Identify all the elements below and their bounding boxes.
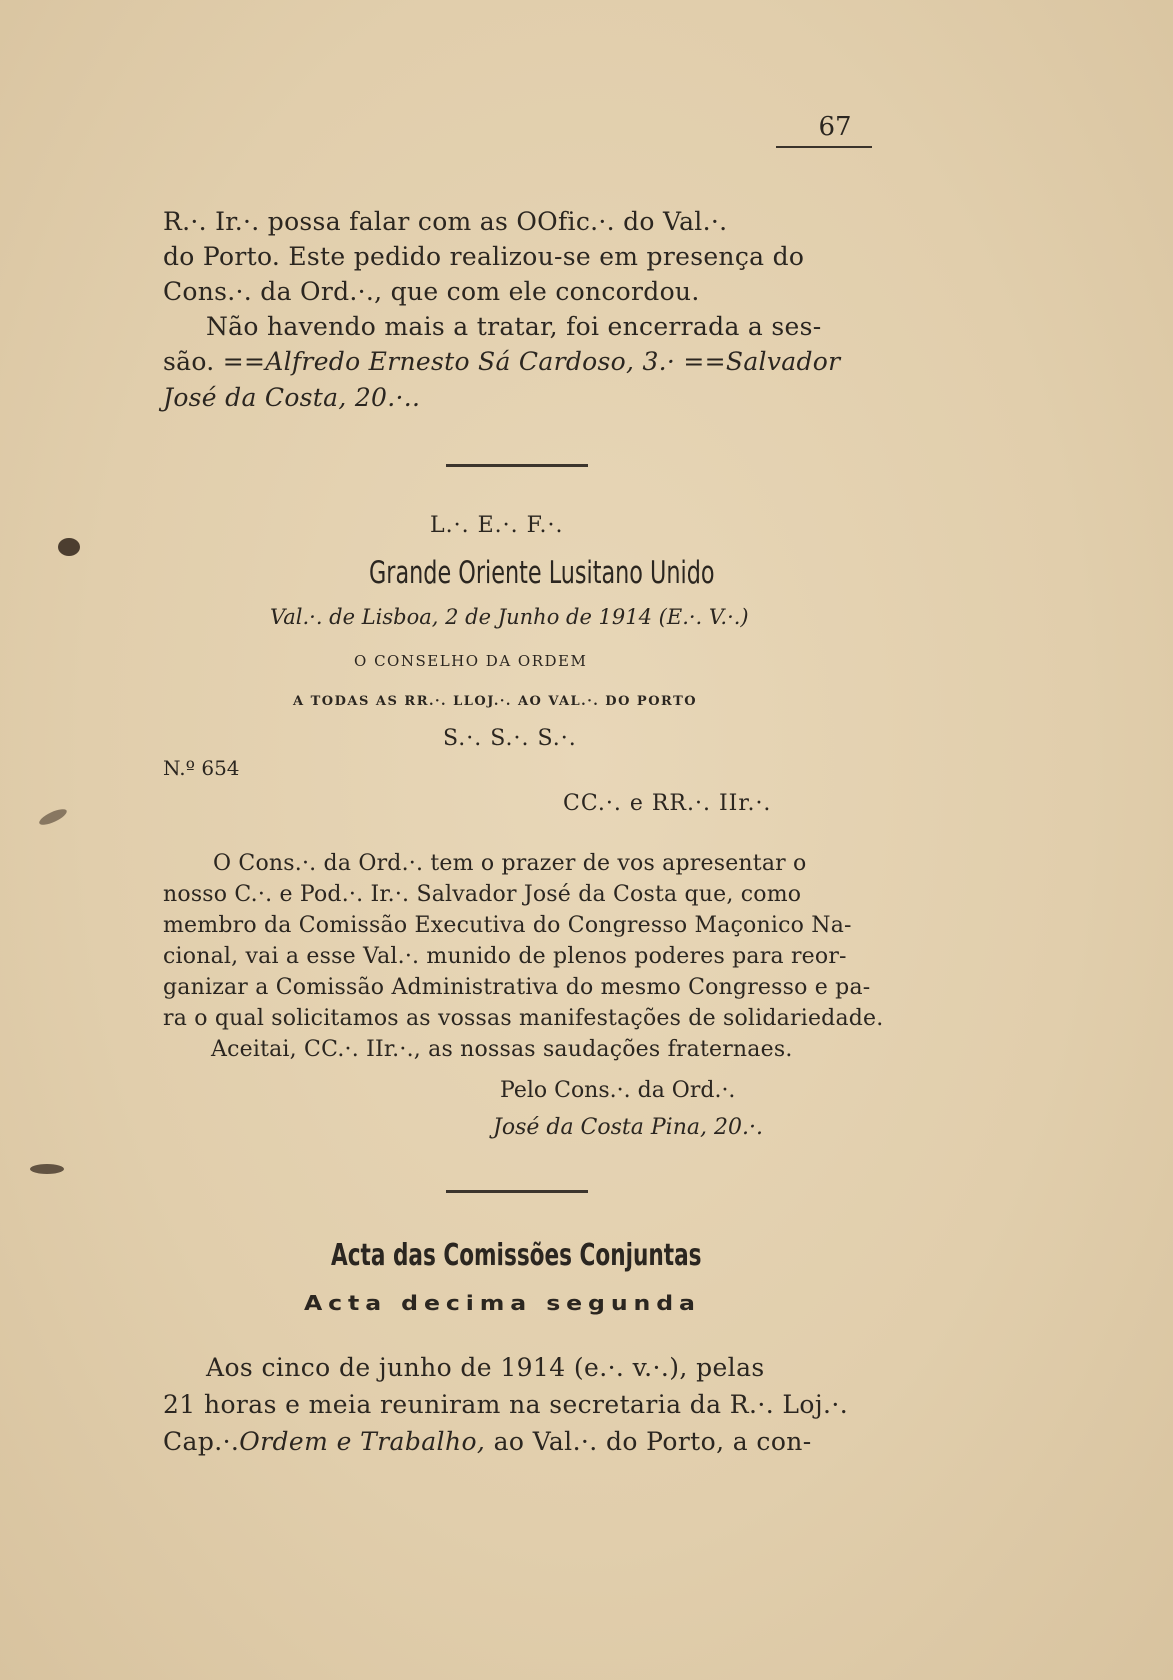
minutes-title: Acta das Comissões Conjuntas: [331, 1238, 702, 1273]
letter-body-line: cional, vai a esse Val.·. munido de plenos poderes para reor-: [163, 944, 847, 969]
minutes-line: Aos cinco de junho de 1914 (e.·. v.·.), pelas: [206, 1353, 765, 1382]
letter-number: N.º 654: [163, 756, 240, 780]
page-number: 67: [818, 112, 852, 142]
section-divider: [446, 464, 588, 467]
intro-last-prefix: são. ==: [163, 347, 266, 376]
binding-hole-icon: [37, 806, 68, 828]
page-number-underline: [776, 146, 872, 148]
signature-separator: ==: [675, 347, 726, 376]
signature-sa-cardoso: Alfredo Ernesto Sá Cardoso, 3.·: [265, 347, 676, 376]
lodge-name: Ordem e Trabalho,: [239, 1427, 486, 1456]
letter-body-line: O Cons.·. da Ord.·. tem o prazer de vos apresentar o: [213, 851, 807, 876]
letter-body-line: ra o qual solicitamos as vossas manifestações de solidariedade.: [163, 1006, 884, 1031]
intro-signature-line: [163, 347, 840, 376]
minutes-line: 21 horas e meia reuniram na secretaria da R.·. Loj.·.: [163, 1390, 849, 1419]
intro-line: Não havendo mais a tratar, foi encerrada a ses-: [206, 312, 822, 341]
letter-body-line: Aceitai, CC.·. IIr.·., as nossas saudações fraternaes.: [211, 1037, 793, 1062]
intro-line: Cons.·. da Ord.·., que com ele concordou.: [163, 277, 700, 306]
letter-abbrev: L.·. E.·. F.·.: [430, 513, 564, 538]
salutation-code: S.·. S.·. S.·.: [443, 726, 577, 751]
binding-hole-icon: [30, 1164, 64, 1174]
minutes-last-suffix: ao Val.·. do Porto, a con-: [485, 1427, 812, 1456]
signature-salvador-continued: José da Costa, 20.·..: [163, 383, 421, 412]
section-divider: [446, 1190, 588, 1193]
letter-from: O CONSELHO DA ORDEM: [354, 652, 588, 670]
letter-closing: Pelo Cons.·. da Ord.·.: [500, 1078, 736, 1103]
letter-body-line: ganizar a Comissão Administrativa do mesmo Congresso e pa-: [163, 975, 871, 1000]
binding-hole-icon: [58, 538, 80, 556]
minutes-last-prefix: Cap.·.: [163, 1427, 240, 1456]
organization-name: Grande Oriente Lusitano Unido: [369, 555, 715, 591]
signature-salvador: Salvador: [725, 347, 841, 376]
letter-body-line: membro da Comissão Executiva do Congresso Maçonico Na-: [163, 913, 852, 938]
letter-to: A TODAS AS RR.·. LLOJ.·. AO VAL.·. DO PORTO: [293, 694, 698, 709]
letter-body-line: nosso C.·. e Pod.·. Ir.·. Salvador José da Costa que, como: [163, 882, 802, 907]
letter-signer: José da Costa Pina, 20.·.: [493, 1115, 763, 1140]
intro-line: R.·. Ir.·. possa falar com as OOfic.·. do Val.·.: [163, 207, 728, 236]
place-date: Val.·. de Lisboa, 2 de Junho de 1914 (E.·. V.·.): [270, 605, 749, 629]
minutes-last-line: [163, 1427, 812, 1456]
minutes-subtitle: Acta decima segunda: [304, 1291, 701, 1315]
intro-line: do Porto. Este pedido realizou-se em presença do: [163, 242, 805, 271]
greeting: CC.·. e RR.·. IIr.·.: [563, 791, 772, 816]
